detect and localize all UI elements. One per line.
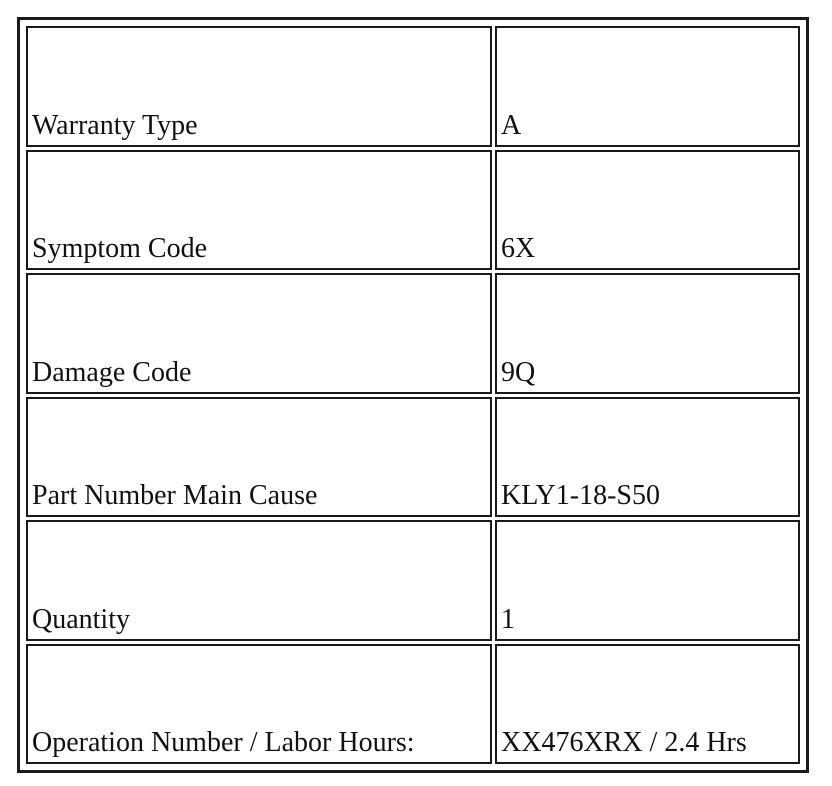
row-label-warranty-type: Warranty Type [26, 26, 492, 147]
row-value-damage-code: 9Q [495, 273, 800, 394]
row-label-operation-labor: Operation Number / Labor Hours: [26, 644, 492, 765]
warranty-table-grid [23, 23, 803, 767]
row-label-quantity: Quantity [26, 520, 492, 641]
row-label-part-number: Part Number Main Cause [26, 397, 492, 518]
row-value-part-number: KLY1-18-S50 [495, 397, 800, 518]
row-label-damage-code: Damage Code [26, 273, 492, 394]
row-label-symptom-code: Symptom Code [26, 150, 492, 271]
table-row [26, 26, 800, 147]
row-value-symptom-code: 6X [495, 150, 800, 271]
table-row [26, 273, 800, 394]
table-row [26, 150, 800, 271]
warranty-table [17, 17, 809, 773]
table-row [26, 397, 800, 518]
row-value-operation-labor: XX476XRX / 2.4 Hrs [495, 644, 800, 765]
table-row [26, 520, 800, 641]
table-row [26, 644, 800, 765]
row-value-warranty-type: A [495, 26, 800, 147]
row-value-quantity: 1 [495, 520, 800, 641]
